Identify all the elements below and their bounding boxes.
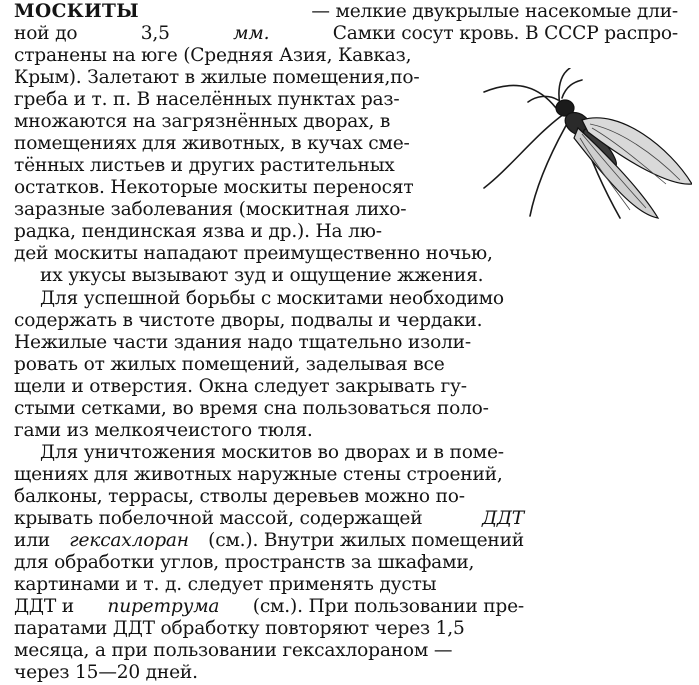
text-line: Для успешной борьбы с москитами необходимо — [40, 288, 504, 309]
text-line: Крым). Залетают в жилые помещения,по- — [14, 67, 420, 88]
text-line: балконы, террасы, стволы деревьев можно по- — [14, 486, 465, 507]
text-line: помещениях для животных, в кучах сме- — [14, 133, 410, 154]
headword: МОСКИТЫ — [14, 1, 140, 22]
text-line: щели и отверстия. Окна следует закрывать гу- — [14, 376, 467, 397]
text-line: стыми сетками, во время сна пользоваться поло- — [14, 398, 489, 419]
text-line: для обработки углов, пространств за шкафами, — [14, 552, 475, 573]
mosquito-illustration — [470, 68, 692, 236]
text-line: МОСКИТЫ — мелкие двукрылые насекомые дли- — [14, 1, 678, 22]
text-line: крывать побелочной массой, содержащей ДДТ — [14, 508, 524, 529]
text-line: ной до 3,5 мм. Самки сосут кровь. В СССР распро- — [14, 23, 678, 44]
text-line: дей москиты нападают преимущественно ночью, — [14, 243, 493, 264]
text-line: паратами ДДТ обработку повторяют через 1,5 — [14, 618, 465, 639]
text-line: через 15—20 дней. — [14, 662, 198, 683]
text-line: картинами и т. д. следует применять дусты — [14, 574, 437, 595]
text-line: множаются на загрязнённых дворах, в — [14, 111, 391, 132]
text-line: содержать в чистоте дворы, подвалы и чердаки. — [14, 310, 483, 331]
text-line: их укусы вызывают зуд и ощущение жжения. — [40, 265, 484, 286]
text-line: радка, пендинская язва и др.). На лю- — [14, 221, 382, 242]
text-line: остатков. Некоторые москиты переносят — [14, 177, 414, 198]
text-line: гами из мелкоячеистого тюля. — [14, 420, 313, 441]
text-line: греба и т. п. В населённых пунктах раз- — [14, 89, 400, 110]
text-line: ровать от жилых помещений, заделывая все — [14, 354, 445, 375]
text-line: месяца, а при пользовании гексахлораном — — [14, 640, 453, 661]
text-line: Для уничтожения москитов во дворах и в поме- — [40, 442, 504, 463]
text-line: или гексахлоран (см.). Внутри жилых помещений — [14, 530, 524, 551]
text-line: Нежилые части здания надо тщательно изоли- — [14, 332, 471, 353]
text-line: тённых листьев и других растительных — [14, 155, 395, 176]
text-line: странены на юге (Средняя Азия, Кавказ, — [14, 45, 412, 66]
text-line: заразные заболевания (москитная лихо- — [14, 199, 407, 220]
text-line: щениях для животных наружные стены строений, — [14, 464, 503, 485]
text-line: ДДТ и пиретрума (см.). При пользовании пре- — [14, 596, 524, 617]
